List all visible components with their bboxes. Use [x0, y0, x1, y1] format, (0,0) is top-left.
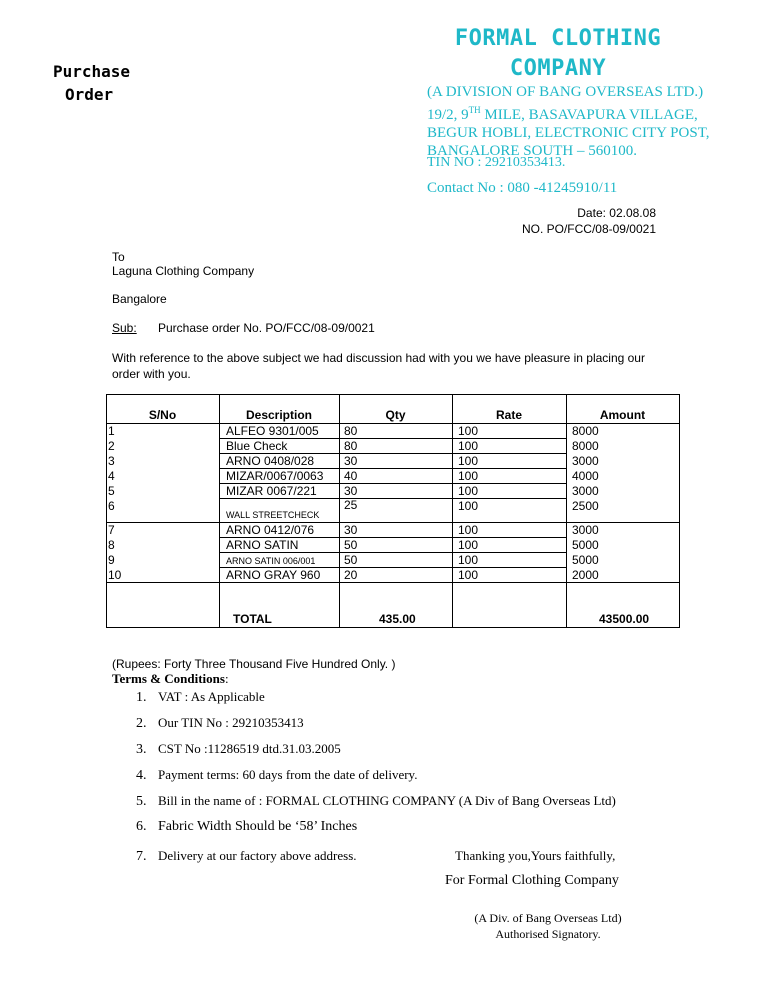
to-label: To — [112, 250, 125, 264]
term-number: 6. — [136, 819, 147, 834]
cell-desc: ARNO 0412/076 — [226, 523, 315, 537]
row-line — [106, 582, 680, 583]
cell-rate: 100 — [458, 424, 479, 438]
title-line-1: Purchase — [53, 62, 131, 81]
cell-desc: ARNO SATIN 006/001 — [226, 556, 316, 566]
recipient — [112, 250, 254, 278]
cell-qty: 20 — [344, 568, 358, 582]
cell-amount: 4000 — [572, 469, 599, 483]
intro-paragraph: With reference to the above subject we had discussion had with you we have pleasure in placing our order with you. — [112, 351, 645, 381]
cell-qty: 50 — [344, 553, 358, 567]
term-item — [136, 741, 341, 758]
cell-desc: Blue Check — [226, 439, 288, 453]
cell-desc: MIZAR 0067/221 — [226, 484, 317, 498]
cell-desc: ARNO GRAY 960 — [226, 568, 321, 582]
total-label: TOTAL — [233, 612, 272, 626]
po-date: Date: 02.08.08 — [577, 206, 656, 220]
cell-amount: 3000 — [572, 484, 599, 498]
cell-desc: ARNO SATIN — [226, 538, 299, 552]
cell-qty: 80 — [344, 424, 358, 438]
company-contact: Contact No : 080 -41245910/11 — [427, 180, 618, 196]
term-item — [136, 793, 616, 810]
table-border-top — [106, 394, 680, 395]
header-description: Description — [245, 408, 312, 422]
term-item — [136, 819, 357, 835]
cell-qty: 50 — [344, 538, 358, 552]
col-line — [219, 394, 220, 628]
address-line-4: BANGALORE SOUTH – 560100. — [427, 143, 637, 159]
subject-label: Sub: — [112, 321, 137, 335]
page-title — [53, 60, 130, 106]
cell-desc: MIZAR/0067/0063 — [226, 469, 324, 483]
company-tin: TIN NO : 29210353413. — [427, 155, 566, 170]
total-qty: 435.00 — [379, 612, 416, 626]
cell-rate: 100 — [458, 439, 479, 453]
term-text: CST No :11286519 dtd.31.03.2005 — [158, 741, 341, 756]
term-text: Delivery at our factory above address. — [158, 848, 357, 863]
cell-sno: 5 — [108, 484, 115, 498]
po-meta — [400, 205, 656, 237]
term-text: Our TIN No : 29210353413 — [158, 715, 304, 730]
term-text: Bill in the name of : FORMAL CLOTHING COMPANY (A Div of Bang Overseas Ltd) — [158, 793, 616, 808]
address-line-2: 19/2, 9TH MILE, BASAVAPURA VILLAGE, — [427, 105, 698, 123]
total-amount: 43500.00 — [599, 612, 650, 626]
cell-desc: WALL STREETCHECK — [226, 510, 320, 520]
header-rate: Rate — [495, 408, 522, 422]
cell-amount: 2000 — [572, 568, 599, 582]
cell-qty: 30 — [344, 484, 358, 498]
term-text: Payment terms: 60 days from the date of delivery. — [158, 767, 418, 782]
header-amount: Amount — [599, 408, 646, 422]
company-division: (A DIVISION OF BANG OVERSEAS LTD.) — [427, 84, 704, 100]
cell-sno: 3 — [108, 454, 115, 468]
col-line — [106, 394, 107, 628]
term-text: VAT : As Applicable — [158, 689, 265, 704]
col-line — [452, 394, 453, 628]
address-line-3: BEGUR HOBLI, ELECTRONIC CITY POST, — [427, 125, 710, 141]
cell-amount: 8000 — [572, 439, 599, 453]
order-table — [106, 394, 680, 628]
cell-rate: 100 — [458, 538, 479, 552]
term-item — [136, 848, 357, 865]
cell-rate: 100 — [458, 499, 479, 513]
recipient-city: Bangalore — [112, 292, 167, 306]
title-line-2: Order — [65, 85, 114, 104]
cell-rate: 100 — [458, 568, 479, 582]
cell-sno: 6 — [108, 499, 115, 513]
cell-qty: 40 — [344, 469, 358, 483]
cell-rate: 100 — [458, 484, 479, 498]
closing-company: For Formal Clothing Company — [445, 873, 619, 888]
cell-desc: ARNO 0408/028 — [226, 454, 315, 468]
cell-qty: 25 — [344, 498, 358, 512]
header-qty: Qty — [385, 408, 406, 422]
col-line — [339, 394, 340, 628]
company-name-line-1: FORMAL CLOTHING — [454, 26, 662, 51]
cell-amount: 3000 — [572, 454, 599, 468]
signatory-label: Authorised Signatory. — [495, 927, 601, 941]
signature-block — [448, 910, 648, 942]
terms-heading: Terms & Conditions: — [112, 671, 229, 686]
cell-rate: 100 — [458, 469, 479, 483]
term-number: 1. — [136, 690, 147, 705]
header-sno: S/No — [148, 408, 177, 422]
cell-qty: 80 — [344, 439, 358, 453]
col-line — [566, 394, 567, 628]
term-number: 4. — [136, 768, 147, 783]
amount-in-words: (Rupees: Forty Three Thousand Five Hundred Only. ) — [112, 657, 396, 671]
cell-qty: 30 — [344, 454, 358, 468]
cell-qty: 30 — [344, 523, 358, 537]
row-line — [219, 552, 566, 553]
cell-sno: 2 — [108, 439, 115, 453]
closing-thanks: Thanking you,Yours faithfully, — [455, 848, 616, 863]
cell-rate: 100 — [458, 553, 479, 567]
cell-sno: 7 — [108, 523, 115, 537]
recipient-name: Laguna Clothing Company — [112, 264, 255, 278]
term-number: 5. — [136, 794, 147, 809]
row-line — [219, 498, 566, 499]
company-name-line-2: COMPANY — [509, 56, 607, 81]
term-number: 7. — [136, 849, 147, 864]
cell-sno: 10 — [108, 568, 122, 582]
term-number: 2. — [136, 716, 147, 731]
cell-sno: 1 — [108, 424, 115, 438]
cell-amount: 8000 — [572, 424, 599, 438]
company-name — [418, 24, 698, 84]
po-number: NO. PO/FCC/08-09/0021 — [521, 222, 656, 236]
company-address — [427, 83, 710, 160]
cell-rate: 100 — [458, 523, 479, 537]
cell-amount: 5000 — [572, 538, 599, 552]
col-line — [679, 394, 680, 628]
cell-sno: 8 — [108, 538, 115, 552]
term-item — [136, 715, 304, 732]
signature-division: (A Div. of Bang Overseas Ltd) — [474, 911, 622, 925]
term-number: 3. — [136, 742, 147, 757]
cell-amount: 2500 — [572, 499, 599, 513]
cell-sno: 4 — [108, 469, 115, 483]
cell-rate: 100 — [458, 454, 479, 468]
term-item — [136, 767, 417, 784]
term-item — [136, 689, 265, 706]
term-text: Fabric Width Should be ‘58’ Inches — [158, 819, 358, 834]
table-border-bottom — [106, 627, 680, 628]
subject-text: Purchase order No. PO/FCC/08-09/0021 — [158, 321, 375, 335]
cell-amount: 5000 — [572, 553, 599, 567]
cell-sno: 9 — [108, 553, 115, 567]
cell-desc: ALFEO 9301/005 — [226, 424, 319, 438]
cell-amount: 3000 — [572, 523, 599, 537]
